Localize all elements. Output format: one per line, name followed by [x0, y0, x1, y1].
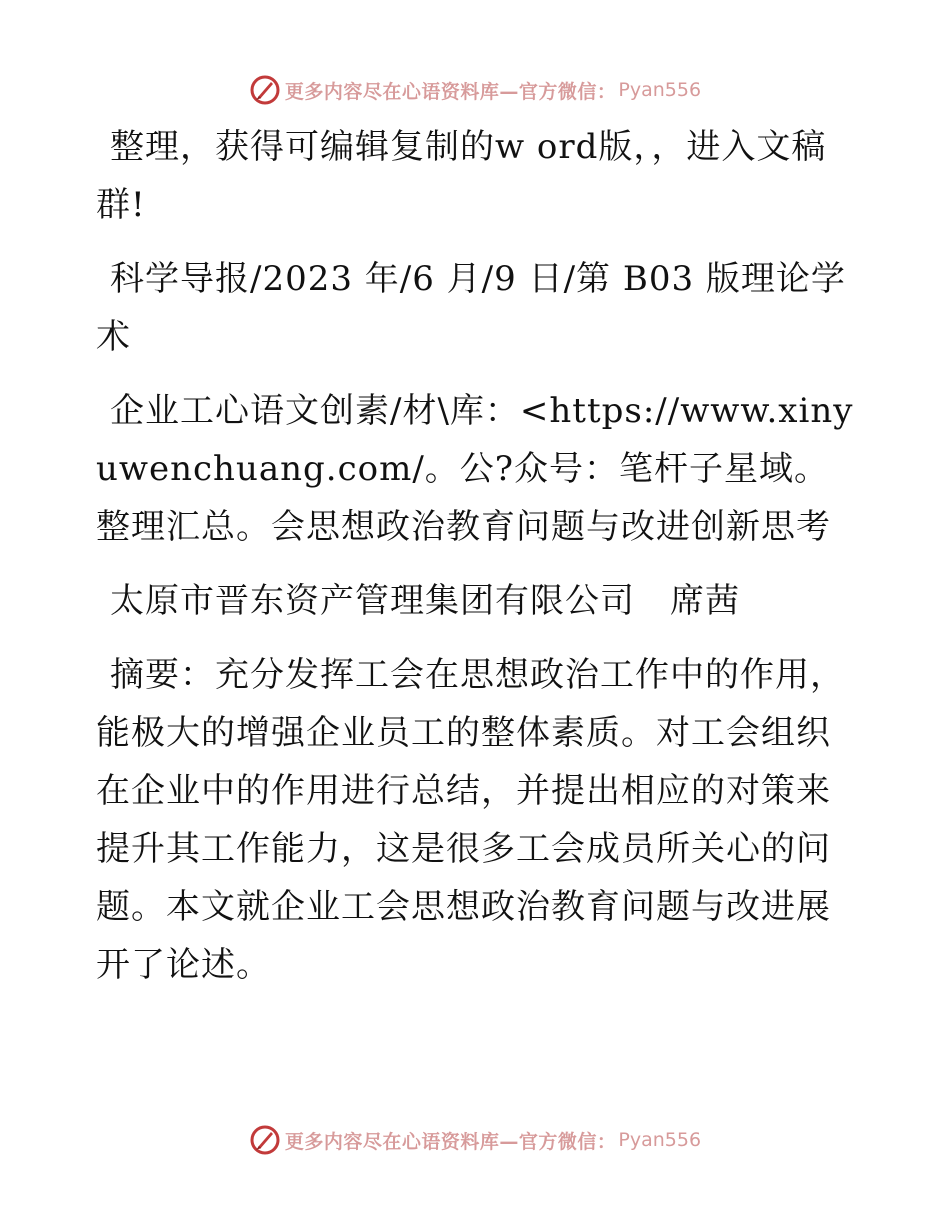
banner-wechat-id: Pyan556 [618, 1129, 702, 1151]
paragraph-author: 太原市晋东资产管理集团有限公司 席茜 [110, 581, 740, 621]
paragraph-source: 科学导报/2023 年/6 月/9 日/第 B03 版理论学术 [96, 259, 846, 357]
header-watermark-banner [0, 70, 950, 110]
banner-wechat-id: Pyan556 [618, 79, 702, 101]
quill-circle-logo-icon [249, 1124, 281, 1156]
banner-text: 更多内容尽在心语资料库—官方微信： [284, 80, 617, 103]
document-body [96, 118, 856, 1010]
footer-watermark-banner [0, 1120, 950, 1160]
paragraph-title: 企业工心语文创素/材\库：<https://www.xinyuwenchuang.com/。公?众号：笔杆子星域。整理汇总。会思想政治教育问题与改进创新思考 [96, 391, 854, 547]
banner-text: 更多内容尽在心语资料库—官方微信： [284, 1130, 617, 1153]
paragraph-intro: 整理，获得可编辑复制的w ord版，，进入文稿群! [96, 127, 827, 225]
paragraph-abstract: 摘要：充分发挥工会在思想政治工作中的作用，能极大的增强企业员工的整体素质。对工会组织在企业中的作用进行总结，并提出相应的对策来提升其工作能力，这是很多工会成员所关心的问题。本文就企业工会思想政治教育问题与改进展开了论述。 [96, 655, 845, 985]
quill-circle-logo-icon [249, 74, 281, 106]
